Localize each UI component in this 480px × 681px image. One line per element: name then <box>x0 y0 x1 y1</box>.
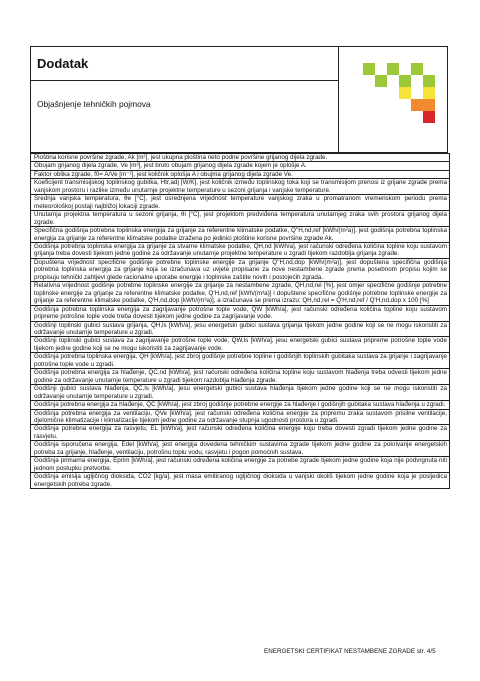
logo-square-4 <box>375 75 387 87</box>
logo-square-7 <box>399 87 411 99</box>
definition-row: Godišnja primarna energija, Eprim [kWh/a], jest računski određena količina energije za potrebe zgrade tijekom jedne godine koja nije podvrgnuta niti jednom postupku pretvorbe. <box>31 456 449 472</box>
energy-certificate-logo <box>359 59 439 139</box>
definition-row: Srednja vanjska temperatura, θe [°C], jest osrednjena vrijednost temperature vanjskog zraka u promatranom vremenskom periodu prema meteorološkoj postaji najbližoj lokaciji zgrade. <box>31 194 449 210</box>
definition-row: Godišnja potrebna toplinska energija za zagrijavanje potrošne tople vode, QW [kWh/a], jest računski određena količina topline koju sustavom pripreme potrošne tople vode treba dovesti tijekom jedne godine za zagrijavanje vode. <box>31 305 449 321</box>
definition-row: Godišnja potrebna toplinska energija za grijanje za stvarne klimatske podatke, QH,nd [kWh/a], jest računski određena količina topline koju sustavom grijanja treba dovesti tijekom jedne godine za održavanje unutarnje projektne temperature u zgradi tijekom razdoblja grijanja zgrade. <box>31 242 449 258</box>
appendix-page <box>30 46 450 489</box>
appendix-header <box>30 46 448 153</box>
definition-row: Godišnja potrebna energija za hlađenje, QC,nd [kWh/a], jest računski određena količina topline koju sustavom hlađenja treba odvesti tijekom jedne godine za održavanje unutarnje temperature u zgradi tijekom razdoblja hlađenja zgrade. <box>31 368 449 384</box>
definition-row: Ploština korisne površine zgrade, Ak [m²], jest ukupna ploština neto podne površine grijanog dijela zgrade. <box>31 153 449 161</box>
definition-row: Godišnja potrebna energija za ventilaciju, QVe [kWh/a], jest računski određena količina energije za pripremu zraka sustavom prisilne ventilacije, djelomične klimatizacije i klimatizacije tijekom jedne godine za održavanje stupnja ugodnosti prostora u zgradi. <box>31 409 449 425</box>
definition-row: Koeficijent transmisijskog toplinskog gubitka, Htr,adj [W/K], jest količnik između toplinskog toka koji se transmisijom prenosi iz grijane zgrade prema vanjskom prostoru i razlike između unutarnje projektne temperature u sezoni grijanja i vanjske temperature. <box>31 178 449 194</box>
logo-square-10 <box>423 99 435 111</box>
definition-row: Godišnja isporučena energija, Edel [kWh/a], jest energija dovedena tehničkim sustavima zgrade tijekom jedne godine za pokrivanje energetskih potreba za grijanje, hlađenje, ventilaciju, potrošnu toplu vodu, rasvjetu i pogon pomoćnih sustava. <box>31 440 449 456</box>
definition-row: Godišnji toplinski gubici sustava za zagrijavanje potrošne tople vode, QW,ls [kWh/a], jesu energetski gubici sustava pripreme potrošne tople vode tijekom jedne godine koji se ne mogu iskoristiti za zagrijavanje vode. <box>31 336 449 352</box>
title-cell <box>31 47 339 81</box>
definition-row: Relativna vrijednost godišnje potrebne toplinske energije za grijanje za nestambene zgrade, QH,nd,rel [%], jest omjer specifične godišnje potrebne toplinske energije za grijanje za referentne klimatske podatke, Q'H,nd,ref [kWh/(m³a)] i dopuštene specifične godišnje potrebne toplinske energije za grijanje za referentne klimatske podatke, Q'H,nd,dop [kWh/(m³a)], a izračunava se prema izrazu: QH,nd,rel = Q'H,nd,ref / Q'H,nd,dop x 100 [%] <box>31 281 449 304</box>
definition-row: Godišnji toplinski gubici sustava grijanja, QH,ls [kWh/a], jesu energetski gubici sustava grijanja tijekom jedne godine koji se ne mogu iskoristiti za održavanje unutarnje temperature u zgradi. <box>31 321 449 337</box>
logo-square-2 <box>387 63 399 75</box>
definition-row: Godišnja potrebna toplinska energija, QH [kWh/a], jest zbroj godišnje potrebne topline i godišnjih toplinskih gubitaka sustava za grijanje i zagrijavanje potrošne tople vode u zgradi. <box>31 352 449 368</box>
logo-square-11 <box>423 111 435 123</box>
logo-square-3 <box>411 63 423 75</box>
logo-square-1 <box>363 63 375 75</box>
logo-square-9 <box>411 99 423 111</box>
page-footer: ENERGETSKI CERTIFIKAT NESTAMBENE ZGRADE str. 4/5 <box>264 648 436 655</box>
logo-square-8 <box>423 87 435 99</box>
definition-row: Unutarnja projektna temperatura u sezoni grijanja, θi [°C], jest projektom predviđena temperatura unutarnjeg zraka svih prostora grijanog dijela zgrade. <box>31 210 449 226</box>
definition-row: Godišnja emisija ugljičnog dioksida, CO2 [kg/a], jest masa emitiranog ugljičnog dioksida u vanjski okoliš tijekom jedne godine koja je posljedica energetskih potreba zgrade. <box>31 472 449 488</box>
definition-row: Specifična godišnja potrebna toplinska energija za grijanje za referentne klimatske podatke, Q''H,nd,ref [kWh/(m²a)], jest godišnja potrebna toplinska energija za grijanje za referentne klimatske podatke izražena po jedinici ploštine korisne površine zgrade Ak. <box>31 226 449 242</box>
definition-row: Obujam grijanog dijela zgrade, Ve [m³], jest bruto obujam grijanog dijela zgrade kojem je oplošje A. <box>31 161 449 169</box>
definition-row: Godišnja potrebna energija za hlađenje, QC [kWh/a], jest zbroj godišnje potrebne energije za hlađenje i godišnjih gubitaka sustava hlađenja u zgradi. <box>31 400 449 408</box>
definition-row: Faktor oblika zgrade, f0= A/Ve [m⁻¹], jest količnik oplošja A i obujma grijanog dijela zgrade Ve. <box>31 170 449 178</box>
subtitle-cell <box>31 81 339 154</box>
logo-square-6 <box>423 75 435 87</box>
page-subtitle: Objašnjenje tehničkih pojmova <box>37 99 151 109</box>
definition-row: Dopuštena vrijednost specifične godišnje potrebne toplinske energije za grijanje Q''H,nd,dop [kWh/(m²a)], jest dopuštena specifična godišnja potrebna toplinska energija za grijanje koja se izračunava uz uvjete propisane za nove nestambene zgrade prema posebnom propisu kojim se propisuju tehnički zahtjevi glede racionalne uporabe energije i toplinske zaštite novih i postojećih zgrada. <box>31 258 449 281</box>
definition-row: Godišnji gubici sustava hlađenja, QC,ls [kWh/a], jesu energetski gubici sustava hlađenja tijekom jedne godine koji se ne mogu iskoristiti za održavanje unutarnje temperature u zgradi. <box>31 384 449 400</box>
logo-square-5 <box>399 75 411 87</box>
definition-row: Godišnja potrebna energija za rasvjetu, EL [kWh/a], jest računski određena količina energije koju treba dovesti zgradi tijekom jedne godine za rasvjetu. <box>31 424 449 440</box>
definitions-table <box>30 153 450 489</box>
page-title: Dodatak <box>37 56 89 71</box>
